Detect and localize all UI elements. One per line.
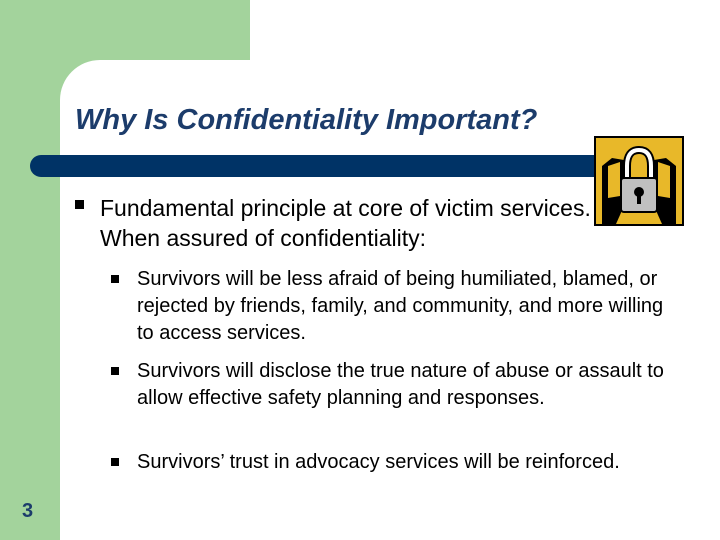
title-underline-bar [30,155,680,177]
slide-title: Why Is Confidentiality Important? [75,104,538,136]
bullet-marker [75,200,84,209]
sub-bullet-marker [111,367,119,375]
page-number: 3 [22,500,34,522]
main-bullet-text: Fundamental principle at core of victim services. When assured of confidentiality: [100,195,591,251]
sub-bullet-text: Survivors’ trust in advocacy services will be reinforced. [137,451,620,473]
sub-bullet-text: Survivors will be less afraid of being humiliated, blamed, or rejected by friends, family, and community, and more willing to access services. [137,268,664,344]
sub-bullet-text: Survivors will disclose the true nature of abuse or assault to allow effective safety planning and responses. [137,360,664,409]
sub-bullet-marker [111,458,119,466]
decorative-green-strip [0,0,60,540]
sub-bullet-marker [111,275,119,283]
